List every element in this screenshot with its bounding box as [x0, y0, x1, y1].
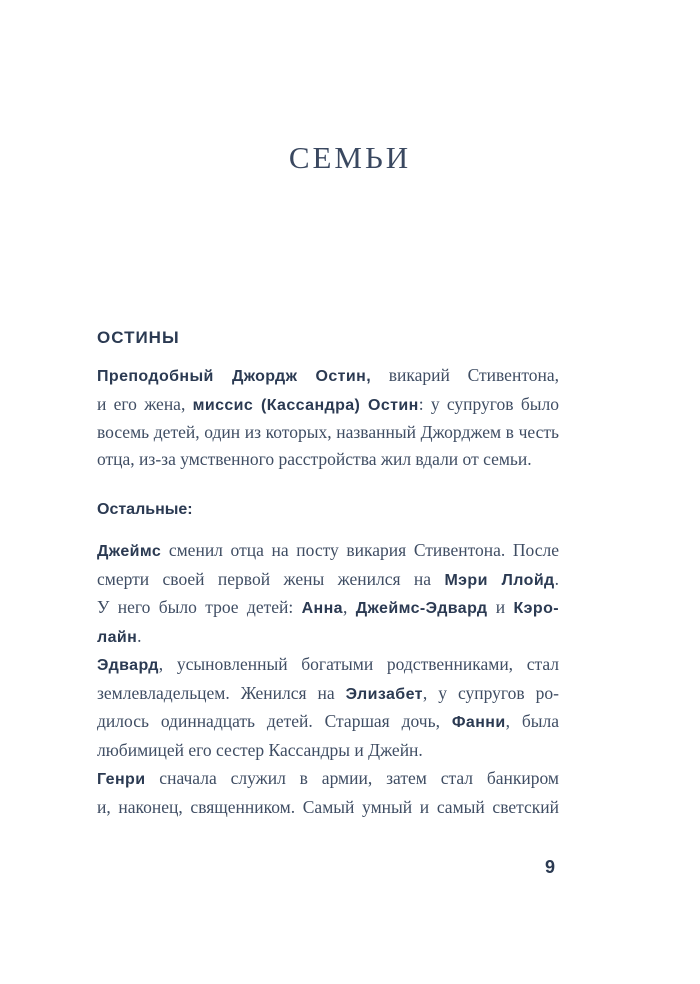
edward-line-3 [97, 708, 559, 737]
james-line-1 [97, 537, 559, 566]
person-name: лайн [97, 628, 138, 646]
text-run: сначала служил в армии, затем стал банкиром [145, 768, 559, 788]
henry-paragraph [97, 765, 559, 820]
person-name: Генри [97, 771, 146, 788]
text-run: , усыновленный богатыми родственниками, стал [158, 654, 559, 674]
text-run: У него было трое детей: [97, 597, 302, 617]
chapter-title: СЕМЬИ [288, 140, 412, 175]
edward-line-1 [97, 651, 559, 680]
intro-line-2 [97, 391, 559, 420]
text-run: . [137, 625, 142, 646]
text-run: , [342, 597, 356, 617]
james-line-2 [97, 566, 559, 595]
text-run: , была [505, 711, 559, 731]
james-line-3 [97, 594, 559, 623]
edward-line-2 [97, 680, 559, 709]
intro-line-4: отца, из-за умственного расстройства жил вдали от семьи. [97, 448, 532, 469]
edward-paragraph [97, 651, 559, 763]
intro-line-1 [97, 362, 559, 391]
person-name: Эдвард [97, 657, 159, 674]
person-name: Преподобный Джордж Остин, [97, 368, 372, 385]
person-name: Джеймс-Эдвард [355, 600, 488, 617]
person-name: Джеймс [97, 543, 162, 560]
text-run: и [487, 597, 514, 617]
person-name: Элизабет [345, 685, 423, 703]
henry-line-2: и, наконец, священником. Самый умный и самый светский [97, 796, 559, 817]
text-run: : у супругов было [418, 393, 559, 414]
text-run: , у супругов ро- [422, 682, 559, 703]
person-name: миссис (Кассандра) Остин [192, 396, 419, 414]
james-paragraph [97, 537, 559, 651]
subheading-others: Остальные: [97, 501, 193, 518]
intro-paragraph [97, 362, 559, 472]
text-run: и его жена, [97, 393, 193, 414]
person-name: Фанни [451, 714, 506, 731]
section-heading: ОСТИНЫ [97, 328, 180, 347]
person-name: Кэро- [513, 600, 559, 617]
person-name: Мэри Ллойд [444, 571, 555, 589]
text-run: . [554, 568, 559, 589]
text-run: смерти своей первой жены женился на [97, 568, 445, 589]
james-line-4 [97, 623, 559, 652]
henry-line-1 [97, 765, 559, 794]
text-run: дилось одиннадцать детей. Старшая дочь, [97, 711, 452, 731]
page-number: 9 [545, 857, 556, 877]
person-name: Анна [301, 600, 343, 617]
text-run: землевладельцем. Женился на [97, 682, 346, 703]
edward-line-4: любимицей его сестер Кассандры и Джейн. [97, 739, 423, 760]
text-run: викарий Стивентона, [371, 365, 559, 385]
intro-line-3: восемь детей, один из которых, названный Джорджем в честь [97, 422, 559, 442]
text-run: сменил отца на посту викария Стивентона. После [161, 540, 559, 560]
